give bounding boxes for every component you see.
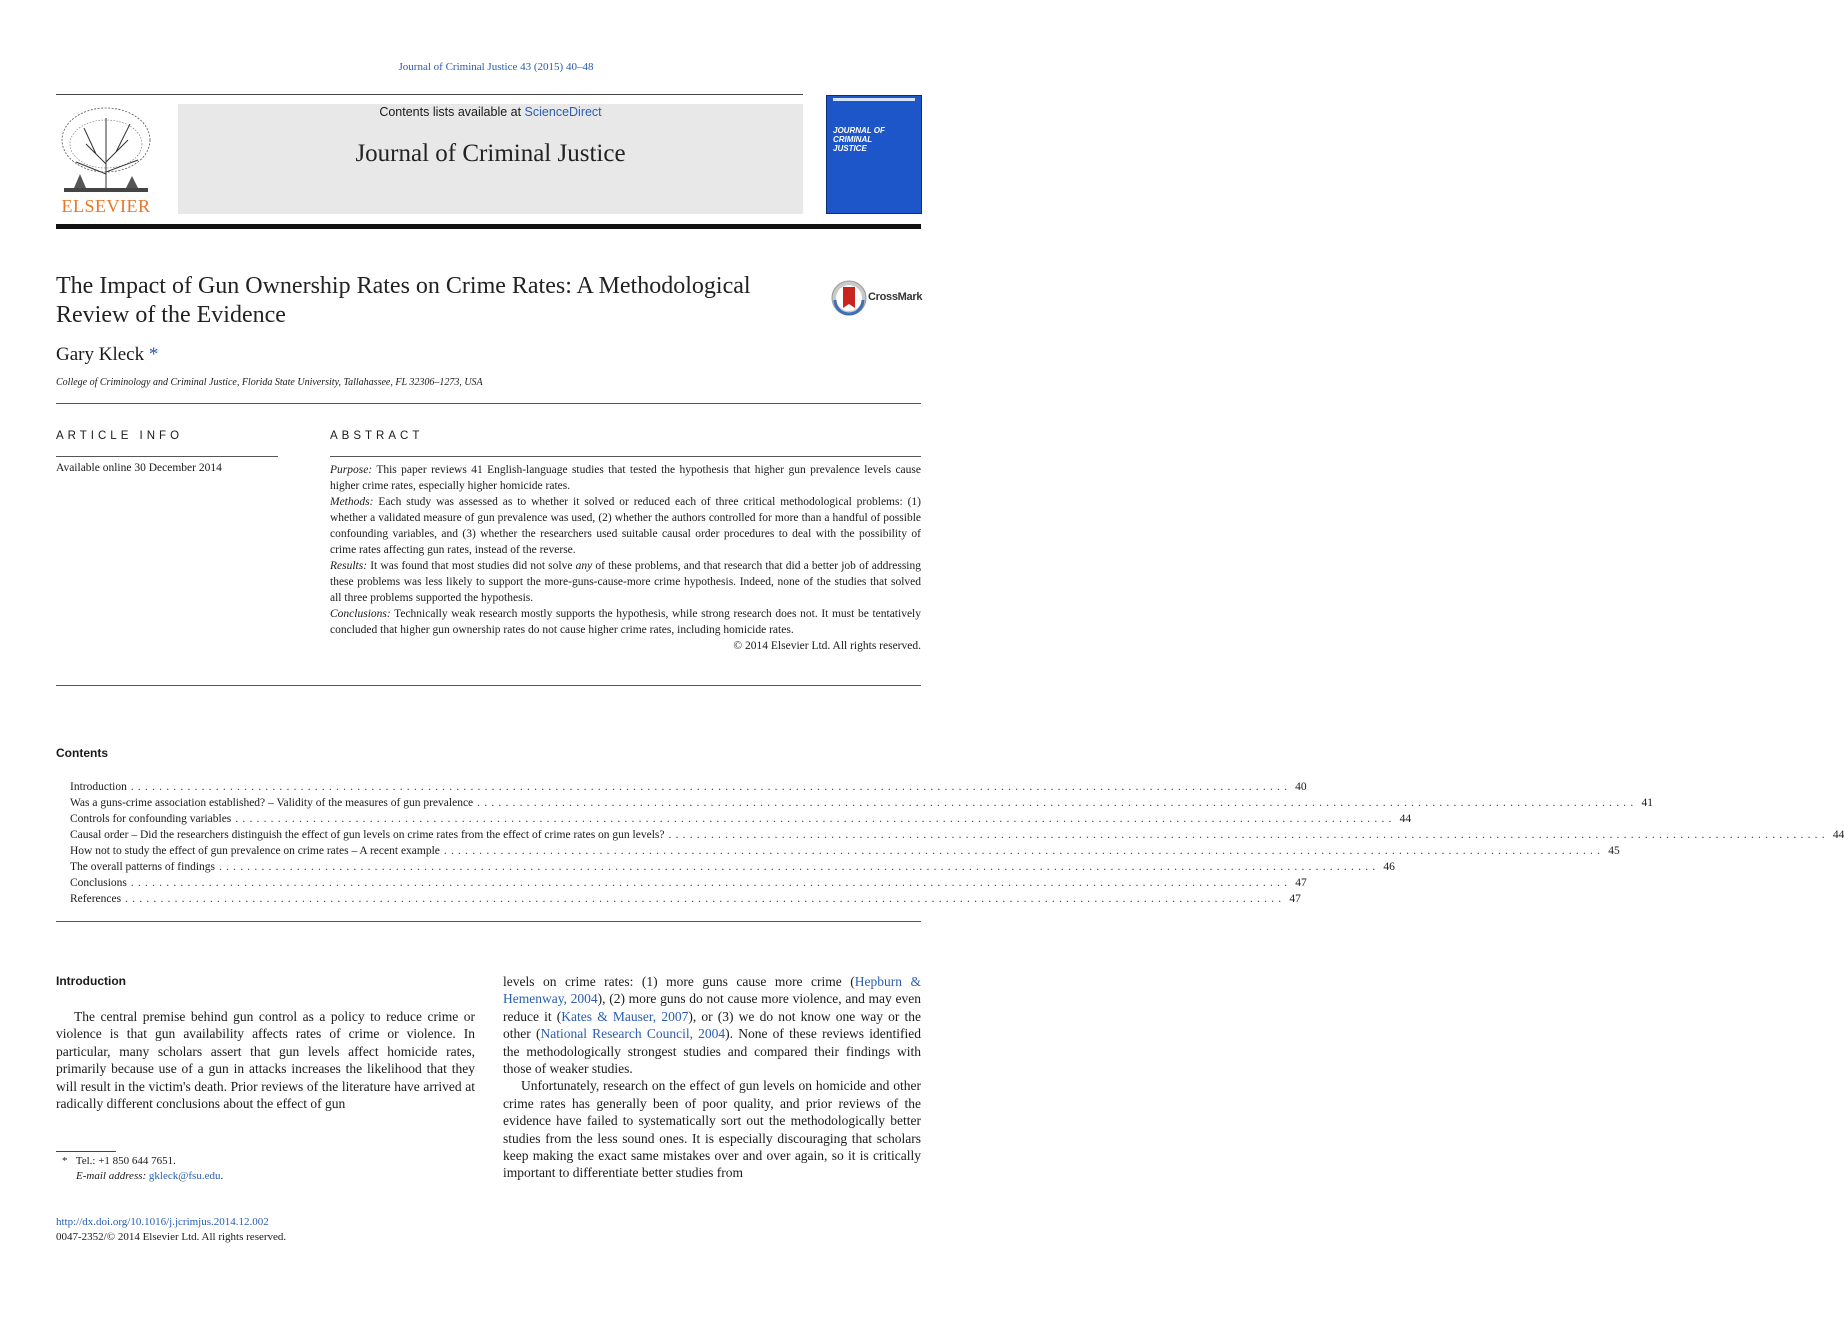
body-left-column [56,1008,475,1112]
author-line [56,344,158,366]
citation-link[interactable]: National Research Council, 2004 [540,1026,726,1042]
toc-item-page: 47 [1289,893,1301,905]
sciencedirect-link[interactable]: ScienceDirect [524,105,602,119]
toc-item[interactable] [70,797,1653,813]
toc-item[interactable] [70,877,1307,893]
article-title: The Impact of Gun Ownership Rates on Crime Rates: A Methodological Review of the Evidence [56,273,751,328]
toc-leader: .................................................................................................................................................................... [219,861,1380,873]
toc-item-label[interactable]: The overall patterns of findings [70,861,215,873]
abstract-copyright: © 2014 Elsevier Ltd. All rights reserved. [733,640,921,652]
elsevier-wordmark: ELSEVIER [61,196,151,216]
abstract-rule [330,456,921,457]
author-footnote-mark[interactable]: * [148,344,159,365]
toc-leader: .................................................................................................................................................................... [668,829,1829,841]
para-text: ), or (3) we do not know one way or the other ( [503,1008,922,1042]
para-text: ), (2) more guns do not cause more violence, and may even reduce it ( [503,991,921,1024]
journal-cover-thumbnail[interactable] [826,95,922,214]
conclusions-text: Technically weak research mostly supports the hypothesis, while strong research does not. It must be tentatively concluded that higher gun ownership rates do not cause higher crime rates, including homicide rates. [330,608,921,636]
abstract-heading: ABSTRACT [330,430,424,442]
methods-text: Each study was assessed as to whether it solved or reduced each of three critical methodological problems: (1) whether a validated measure of gun prevalence was used, (2) whether the authors controlled for more than a handful of possible confounding variables, and (3) whether the researchers used suitable causal order procedures to deal with the possibility of crime rates affecting gun rates, instead of the reverse. [330,496,921,556]
intro-paragraph-1: The central premise behind gun control as a policy to reduce crime or violence is that gun availability affects rates of crime or violence. In particular, many scholars assert that gun levels affect homicide rates, primarily because use of a gun in attacks increases the likelihood that they will result in the victim's death. Prior reviews of the literature have arrived at radically different conclusions about the effect of gun [56,1009,475,1112]
abstract-body [330,462,921,654]
toc-item[interactable] [70,781,1307,797]
journal-citation[interactable] [0,61,992,73]
toc-leader: .................................................................................................................................................................... [477,797,1638,809]
abstract-results [330,558,921,606]
toc-leader: .................................................................................................................................................................... [235,813,1396,825]
toc-item-page: 41 [1641,797,1653,809]
intro-paragraph-2: Unfortunately, research on the effect of gun levels on homicide and other crime rates has generally been of poor quality, and prior reviews of the evidence have failed to systematically sort out the methodologically better studies from the less sound ones. It is especially discouraging that scholars keep making the exact same mistakes over and over again, so it is critically important to differentiate better studies from [503,1078,921,1181]
results-any: any [575,560,593,572]
contents-prefix: Contents lists available at [379,105,525,119]
abstract-purpose [330,462,921,494]
toc-leader: .................................................................................................................................................................... [443,845,1605,857]
citation-link[interactable]: Hepburn & Hemenway, 2004 [503,974,921,1007]
crossmark-label[interactable]: CrossMark [868,291,923,303]
toc-item-label[interactable]: References [70,893,122,905]
doi-block [56,1215,286,1245]
table-of-contents [70,781,1844,909]
footnote-rule [56,1151,116,1152]
toc-item-label[interactable]: Conclusions [70,877,127,889]
toc-item-label[interactable]: Was a guns-crime association established? – Validity of the measures of gun prevalence [70,797,474,809]
results-text-a: It was found that most studies did not solve [367,560,576,572]
author-footnote [62,1154,223,1184]
affiliation: College of Criminology and Criminal Justice, Florida State University, Tallahassee, FL 32306–1273, USA [56,377,483,388]
methods-label: Methods: [330,496,374,508]
divider-abstract-end [56,685,921,686]
toc-item-page: 46 [1383,861,1395,873]
toc-item-page: 40 [1295,781,1307,793]
toc-item-page: 44 [1399,813,1412,825]
issn-line: 0047-2352/© 2014 Elsevier Ltd. All rights reserved. [56,1231,287,1243]
contents-available [178,105,803,119]
toc-item-label[interactable]: Introduction [70,781,127,793]
conclusions-label: Conclusions: [330,608,391,620]
toc-item-label[interactable]: Causal order – Did the researchers distinguish the effect of gun levels on crime rates from the effect of crime rates on gun levels? [70,829,665,841]
toc-item-page: 45 [1608,845,1620,857]
toc-item[interactable] [70,845,1620,861]
toc-item-label[interactable]: How not to study the effect of gun prevalence on crime rates – A recent example [70,845,440,857]
toc-item-page: 47 [1295,877,1307,889]
cover-stripe [833,98,915,101]
toc-leader: .................................................................................................................................................................... [130,877,1292,889]
footnote-email-line [62,1169,223,1184]
abstract-conclusions [330,606,921,638]
results-label: Results: [330,560,368,572]
toc-leader: .................................................................................................................................................................... [130,781,1292,793]
toc-item[interactable] [70,829,1844,845]
email-label: E-mail address: [76,1170,147,1182]
article-info-rule [56,456,278,457]
toc-item-page: 44 [1832,829,1844,841]
footnote-tel: Tel.: +1 850 644 7651. [75,1155,176,1167]
divider-top [56,403,921,404]
journal-citation-link[interactable]: Journal of Criminal Justice 43 (2015) 40–48 [398,61,594,73]
body-right-column [503,973,921,1182]
masthead-top-rule [56,94,803,95]
email-end: . [220,1170,224,1182]
intro-paragraph-continued [503,973,921,1077]
toc-item[interactable] [70,893,1301,909]
citation-link[interactable]: Kates & Mauser, 2007 [561,1008,689,1024]
introduction-heading: Introduction [56,974,126,988]
footnote-tel-line [62,1154,223,1169]
toc-item[interactable] [70,861,1395,877]
abstract-methods [330,494,921,558]
para-text: ). None of these reviews identified the methodologically strongest studies and compared their findings with those of weaker studies. [503,1026,922,1077]
header-rule [56,224,921,229]
para-text: levels on crime rates: (1) more guns cause more crime ( [503,974,855,989]
toc-leader: .................................................................................................................................................................... [125,893,1286,905]
purpose-label: Purpose: [330,464,373,476]
toc-item-label[interactable]: Controls for confounding variables [70,813,232,825]
results-text-b: of these problems, and that research that did a better job of addressing these problems was less likely to support the more-guns-cause-more crime hypothesis. Indeed, none of the studies that solved all three problems supported the hypothesis. [330,560,921,604]
purpose-text: This paper reviews 41 English-language studies that tested the hypothesis that higher gun prevalence levels cause higher crime rates, especially higher homicide rates. [330,464,921,492]
available-online: Available online 30 December 2014 [56,462,222,474]
email-link[interactable]: gkleck@fsu.edu [148,1170,221,1182]
cover-title: JOURNAL OF CRIMINAL JUSTICE [833,126,885,153]
toc-item[interactable] [70,813,1412,829]
crossmark-icon[interactable] [831,280,867,316]
footnote-mark: * [62,1155,68,1167]
divider-contents-end [56,921,921,922]
author-name: Gary Kleck [56,344,145,365]
journal-name: Journal of Criminal Justice [355,140,626,167]
article-info-heading: ARTICLE INFO [56,430,184,442]
contents-heading: Contents [56,746,108,760]
doi-link[interactable]: http://dx.doi.org/10.1016/j.jcrimjus.2014.12.002 [56,1216,269,1228]
